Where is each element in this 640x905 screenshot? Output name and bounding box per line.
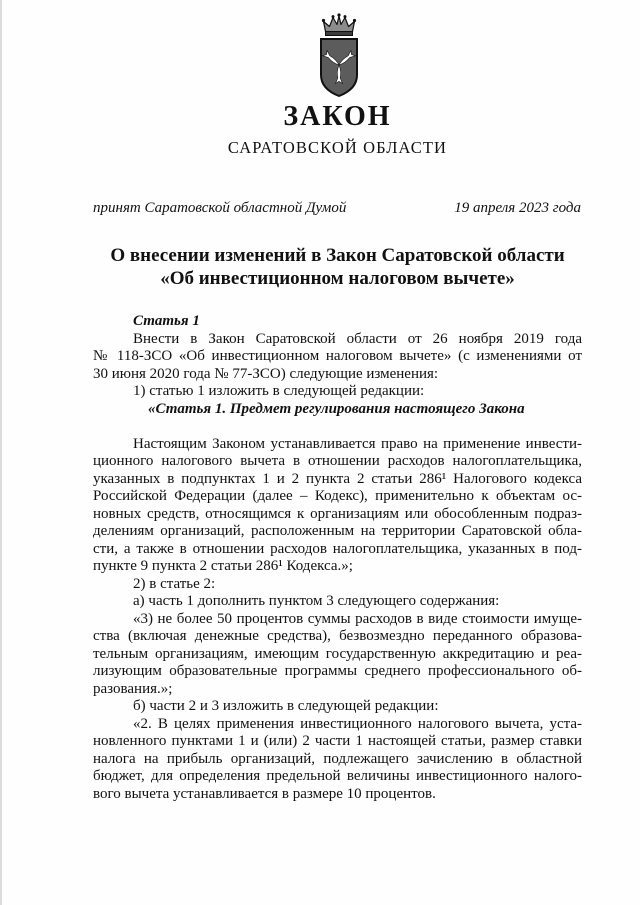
text-line: ства (включая денежные средства), безвозмездно переданного образова- [93, 628, 582, 644]
region-name: САРАТОВСКОЙ ОБЛАСТИ [227, 138, 448, 157]
text-line: делениям организаций, расположенным на территории Саратовской обла- [93, 523, 582, 539]
crown-icon [322, 13, 356, 35]
quoted-article-heading: «Статья 1. Предмет регулирования настоящего Закона [148, 400, 525, 417]
text-line: ционного налогового вычета в отношении расходов налогоплательщика, [93, 453, 582, 469]
text-line: а) часть 1 дополнить пунктом 3 следующего содержания: [133, 593, 500, 609]
text-line: 30 июня 2020 года № 77-ЗСО) следующие изменения: [93, 365, 439, 382]
article-body [93, 313, 582, 803]
article-heading: Статья 1 [133, 313, 200, 329]
text-line: сти, а также в отношении расходов налогоплательщика, указанных в под- [93, 540, 582, 557]
text-line: новленного пунктами 1 и (или) 2 части 1 настоящей статьи, размер ставки [93, 733, 582, 749]
law-title-line: О внесении изменений в Закон Саратовской области [110, 244, 565, 266]
text-line: вого вычета устанавливается в размере 10 процентов. [93, 785, 436, 802]
law-title [93, 244, 582, 290]
text-line: № 118-ЗСО «Об инвестиционном налоговом вычете» (с изменениями от [93, 348, 582, 364]
text-line: Российской Федерации (далее – Кодекс), применительно к объектам ос- [93, 488, 582, 504]
text-line: бюджет, для определения предельной величины инвестиционного налого- [93, 768, 582, 784]
text-line: Настоящим Законом устанавливается право на применение инвести- [133, 435, 582, 452]
text-line: налога на прибыль организаций, подлежащего зачислению в областной [93, 750, 582, 767]
text-line: разования.»; [93, 680, 173, 697]
text-line: пункте 9 пункта 2 статьи 286¹ Кодекса.»; [93, 558, 353, 574]
adoption-authority: принят Саратовской областной Думой [93, 200, 347, 216]
law-title-line: «Об инвестиционном налоговом вычете» [160, 267, 515, 289]
text-line: 2) в статье 2: [133, 575, 216, 592]
adoption-date: 19 апреля 2023 года [454, 200, 581, 216]
text-line: тельным организациям, имеющим государственную аккредитацию и реа- [93, 645, 582, 662]
text-line: указанных в подпунктах 1 и 2 пункта 2 статьи 286¹ Налогового кодекса [93, 470, 582, 487]
blank-line [93, 418, 582, 436]
text-line: лизующим образовательные программы среднего профессионального об- [93, 663, 582, 679]
text-line: «2. В целях применения инвестиционного налогового вычета, уста- [133, 715, 582, 732]
text-line: «3) не более 50 процентов суммы расходов в виде стоимости имуще- [133, 610, 582, 627]
saratov-coat-of-arms-icon [318, 13, 360, 97]
law-heading: ЗАКОН [283, 101, 392, 132]
text-line: Внести в Закон Саратовской области от 26 ноября 2019 года [133, 330, 582, 347]
text-line: б) части 2 и 3 изложить в следующей редакции: [133, 698, 439, 714]
adoption-line [93, 199, 582, 217]
text-line: 1) статью 1 изложить в следующей редакции: [133, 383, 425, 399]
text-line: новных средств, относящимся к организациям или обособленным подраз- [93, 505, 582, 522]
